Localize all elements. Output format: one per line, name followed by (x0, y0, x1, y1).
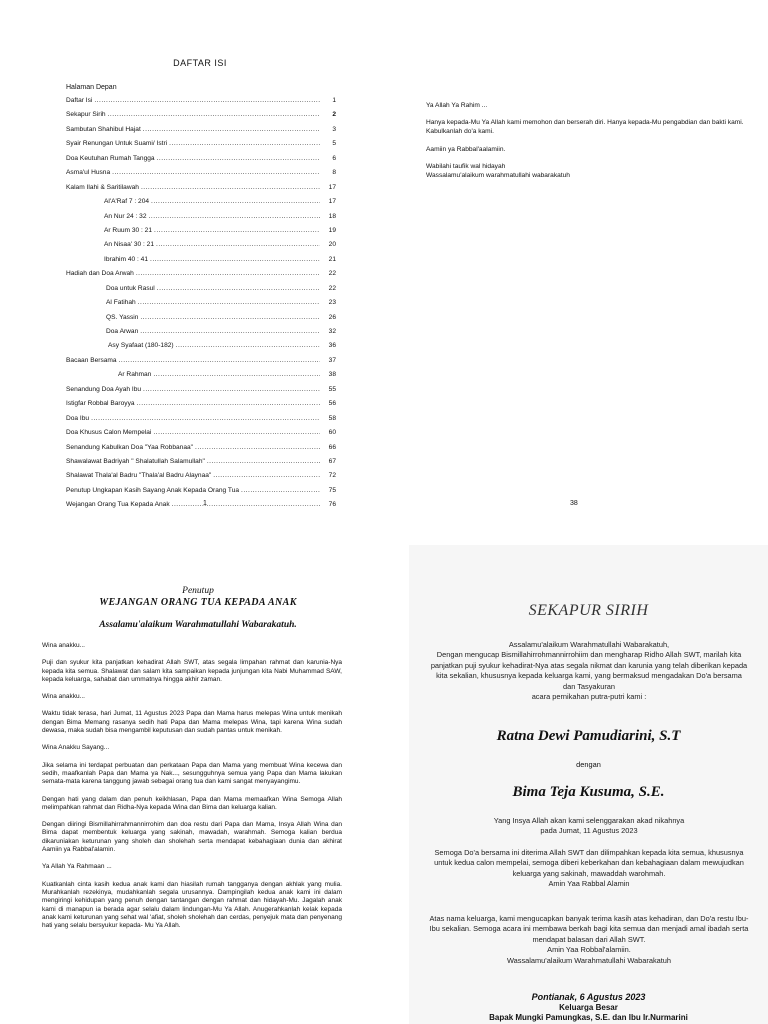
toc-entry-label: Al Fatihah (106, 299, 136, 307)
toc-title: DAFTAR ISI (173, 58, 227, 68)
penutup-paragraph: Wina Anakku Sayang... (42, 744, 110, 752)
family-label: Keluarga Besar (559, 1002, 618, 1012)
toc-entry-label: Sambutan Shahibul Hajat (66, 125, 141, 133)
toc-leader-dots (94, 97, 320, 104)
toc-entry-label: Doa Keutuhan Rumah Tangga (66, 154, 155, 162)
toc-entry-label: Doa Ibu (66, 414, 90, 422)
toc-entry-label: Hadiah dan Doa Arwah (66, 270, 134, 278)
toc-entry-page: 17 (328, 183, 336, 191)
penutup-paragraph: Dengan diiringi Bismillahirrahmannirrohim dan doa restu dari Papa dan Mama, Insya Allah Wina dan Bima dapat membentuk keluarga yang sakinah, mawadah, warahmah. Semoga kalian berdua dikaruniakan keturunan yang sholeh dan sholehah serta mendapat kebahagiaan dunia dan akhirat Aamiin ya Rabbal'alamin. (42, 821, 342, 854)
toc-entry-label: Ibrahim 40 : 41 (104, 255, 148, 263)
toc-row (66, 241, 336, 255)
toc-entry-page: 1 (332, 97, 336, 104)
toc-entry-page: 67 (328, 457, 336, 465)
toc-leader-dots (136, 270, 320, 277)
toc-entry-page: 36 (328, 342, 336, 350)
toc-leader-dots (157, 285, 320, 292)
toc-row (66, 458, 336, 472)
toc-row (66, 357, 336, 371)
toc-leader-dots (241, 487, 320, 494)
signature-block (409, 992, 768, 1024)
prayer-paragraph: Wabilahi taufik wal hidayah Wassalamu'alaikum warahmatullahi wabarakatuh (426, 162, 570, 180)
toc-leader-dots (207, 458, 320, 465)
toc-entry-label: Asma'ul Husna (66, 169, 111, 177)
toc-row (66, 126, 336, 140)
penutup-paragraph: Wina anakku... (42, 642, 85, 649)
toc-entry-page: 22 (328, 270, 336, 278)
toc-entry-label: Ar Rahman (118, 371, 152, 379)
toc-leader-dots (154, 227, 320, 234)
toc-row (66, 342, 336, 356)
toc-leader-dots (153, 371, 320, 378)
toc-row (66, 299, 336, 313)
prayer-text (426, 101, 746, 188)
toc-row (66, 400, 336, 414)
akad-text: Yang Insya Allah akan kami selenggarakan akad nikahnya pada Jumat, 11 Agustus 2023 (493, 816, 685, 836)
toc-leader-dots (149, 213, 320, 220)
bride-name: Ratna Dewi Pamudiarini, S.T (496, 728, 681, 744)
toc-entry-page: 5 (332, 140, 336, 148)
penutup-paragraph: Wina anakku... (42, 693, 85, 701)
toc-entry-page: 76 (328, 501, 336, 509)
toc-list (66, 97, 336, 516)
toc-leader-dots (157, 155, 320, 162)
toc-entry-label: Kalam Ilahi & Saritilawah (66, 183, 139, 191)
toc-entry-label: Penutup Ungkapan Kasih Sayang Anak Kepada Orang Tua (66, 486, 240, 494)
thanks-text: Atas nama keluarga, kami mengucapkan banyak terima kasih atas kehadiran, dan Do'a restu Ibu-Ibu sekalian. Semoga acara ini membawa berkah bagi kita semua dan menjadi amal ibadah serta mendapat balasan dari Allah SWT. Amin Yaa Robbal'alamiin. Wassalamu'alaikum Warahmatullahi Wabarakatuh (429, 914, 749, 965)
toc-row (66, 371, 336, 385)
toc-row (66, 155, 336, 169)
toc-row (66, 256, 336, 270)
toc-row (66, 270, 336, 284)
penutup-paragraph: Dengan hati yang dalam dan penuh keikhlasan, Papa dan Mama memaafkan Wina Semoga Allah melimpahkan rahmat dan Ridha-Nya kepada Wina dan Bima dan keluarga kalian. (42, 795, 342, 811)
toc-entry-page: 66 (328, 443, 336, 451)
toc-entry-label: Syair Renungan Untuk Suami/ Istri (66, 140, 168, 148)
toc-row (66, 97, 336, 111)
penutup-paragraph: Waktu tidak terasa, hari Jumat, 11 Agustus 2023 Papa dan Mama harus melepas Wina untuk menikah dengan Bima Memang rasanya sedih hati Papa dan Mama melepas Wina, tapi karena Wina sudah dewasa, maka sudah bisa mengambil keputusan dan sudah pantas untuk menikah. (42, 710, 342, 735)
toc-entry-label: Senandung Doa Ayah Ibu (66, 385, 142, 393)
toc-leader-dots (140, 328, 320, 335)
penutup-paragraph: Jika selama ini terdapat perbuatan dan perkataan Papa dan Mama yang membuat Wina kecewa dan sedih, maafkanlah Papa dan Mama ya Nak..., sesungguhnya semua yang Papa dan Mama lakukan semata-mata karena tanggung jawab sebagai orang tua dan kami sangat menyayangimu. (42, 761, 342, 786)
toc-row (66, 415, 336, 429)
toc-leader-dots (213, 472, 320, 479)
toc-entry-page: 56 (328, 400, 336, 408)
sekapur-sirih-page (409, 545, 768, 1024)
toc-entry-page: 75 (328, 486, 336, 494)
toc-entry-label: QS. Yassin (106, 313, 139, 321)
toc-entry-page: 2 (332, 111, 336, 119)
penutup-label: Penutup (182, 586, 214, 596)
toc-entry-page: 8 (332, 169, 336, 177)
toc-row (66, 111, 336, 125)
closing-prayer-page (384, 0, 768, 536)
toc-entry-label: Sekapur Sirih (66, 111, 106, 119)
toc-entry-page: 58 (328, 414, 336, 422)
toc-entry-label: An Nur 24 : 32 (104, 212, 147, 220)
toc-row (66, 227, 336, 241)
toc-row (66, 429, 336, 443)
dengan-text: dengan (576, 760, 601, 769)
toc-entry-page: 22 (328, 284, 336, 292)
toc-page (0, 0, 384, 536)
page-number: 1 (203, 500, 207, 507)
toc-entry-label: Senandung Kabulkan Doa "Yaa Robbanaa" (66, 443, 194, 451)
toc-entry-page: 38 (328, 371, 336, 379)
toc-entry-label: Asy Syafaat (180-182) (108, 342, 174, 350)
toc-leader-dots (150, 256, 320, 263)
toc-entry-label: Daftar Isi (66, 97, 93, 104)
toc-leader-dots (151, 198, 320, 205)
toc-entry-page: 20 (328, 241, 336, 249)
toc-entry-page: 6 (332, 154, 336, 162)
penutup-paragraph: Puji dan syukur kita panjatkan kehadirat Allah SWT, atas segala limpahan rahmat dan karunia-Nya kepada kita semua. Shalawat dan salam kita sampaikan kepada junjungan kita Nabi Muhammad SAW, kepada keluarga, sahabat dan ummatnya hingga akhir zaman. (42, 659, 342, 683)
toc-leader-dots (176, 342, 320, 349)
toc-entry-label: An Nisaa' 30 : 21 (104, 241, 155, 249)
toc-entry-page: 3 (332, 125, 336, 133)
toc-row (66, 198, 336, 212)
toc-entry-page: 72 (328, 472, 336, 480)
toc-entry-label: Shalawat Thala'al Badru "Thala'al Badru Alaynaa" (66, 472, 212, 480)
toc-row (66, 444, 336, 458)
parents-names: Bapak Mungki Pamungkas, S.E. dan Ibu Ir.Nurmarini (489, 1013, 688, 1022)
toc-entry-label: Istigfar Robbal Baroyya (66, 400, 135, 408)
toc-leader-dots (195, 444, 320, 451)
toc-leader-dots (143, 386, 320, 393)
toc-entry-page: 37 (328, 356, 336, 364)
page-number: 38 (570, 500, 578, 507)
toc-row (66, 501, 336, 515)
toc-row (66, 140, 336, 154)
toc-entry-page: 21 (328, 255, 336, 263)
toc-row (66, 213, 336, 227)
toc-leader-dots (169, 140, 320, 147)
toc-row (66, 386, 336, 400)
toc-leader-dots (137, 400, 320, 407)
toc-leader-dots (141, 184, 320, 191)
toc-leader-dots (108, 111, 320, 118)
toc-entry-label: Shawalawat Badriyah " Shalatullah Salamullah" (66, 457, 205, 465)
toc-leader-dots (156, 241, 320, 248)
toc-row (66, 314, 336, 328)
toc-entry-page: 32 (328, 328, 336, 335)
toc-heading: Halaman Depan (66, 84, 117, 91)
toc-leader-dots (138, 299, 320, 306)
toc-entry-label: Doa Khusus Calon Mempelai (66, 429, 152, 437)
toc-entry-page: 26 (328, 313, 336, 321)
toc-leader-dots (140, 314, 320, 321)
toc-entry-label: Ar Ruum 30 : 21 (104, 226, 153, 234)
toc-row (66, 487, 336, 501)
penutup-paragraph: Kuatkanlah cinta kasih kedua anak kami dan hiasilah rumah tangganya dengan akhlak yang mulia. Murahkanlah rezekinya, mudahkanlah segala urusannya. Dampingilah kedua anak kami ini dalam mengiringi kehidupan yang penuh dengan tantangan dengan rahmat dan hidayah-Mu. Jagalah anak kami di manapun ia berada agar selalu dalam lindungan-Mu Ya Allah. Anugerahkanlah kelak kepada anak kami keturunan yang sehat wal 'afiat, sholeh sholehah dan cerdas, penyejuk mata dan penyenang hati yang selalu bersyukur kepada- Mu Ya Allah. (42, 880, 342, 930)
penutup-heading: WEJANGAN ORANG TUA KEPADA ANAK (99, 597, 297, 608)
toc-entry-label: Wejangan Orang Tua Kepada Anak (66, 501, 170, 509)
groom-name: Bima Teja Kusuma, S.E. (512, 784, 665, 800)
doa-text: Semoga Do'a bersama ini diterima Allah SWT dan dilimpahkan kepada kita semua, khususnya untuk kedua calon mempelai, semoga diberi keberkahan dan kebahagiaan dalam mewujudkan keluarga yang sakinah, mawaddah warohmah. Amin Yaa Rabbal Alamin (434, 848, 744, 889)
toc-entry-page: 18 (328, 212, 336, 220)
toc-entry-page: 17 (328, 198, 336, 206)
penutup-body (42, 642, 342, 939)
penutup-title (0, 586, 396, 608)
toc-leader-dots (91, 415, 320, 422)
prayer-paragraph: Ya Allah Ya Rahim ... (426, 102, 488, 109)
penutup-page (0, 536, 396, 1024)
place-date: Pontianak, 6 Agustus 2023 (531, 992, 646, 1002)
sekapur-intro: Assalamu'alaikum Warahmatullahi Wabarakatuh, Dengan mengucap Bismillahirrohmannirrohiim dan mengharap Ridho Allah SWT, marilah kita panjatkan puji syukur kehadirat-Nya atas segala nikmat dan karunia yang telah diberikan kepada kita sekalian, khususnya kepada keluarga kami, yang bermaksud mengadakan Do'a bersama dan Tasyakuran acara pernikahan putra-putri kami : (430, 640, 748, 702)
toc-row (66, 184, 336, 198)
sekapur-title: SEKAPUR SIRIH (528, 602, 649, 619)
toc-entry-label: Doa Arwan (106, 328, 139, 335)
toc-leader-dots (143, 126, 320, 133)
toc-entry-label: Doa untuk Rasul (106, 284, 155, 292)
toc-row (66, 169, 336, 183)
prayer-paragraph: Aamiin ya Rabbal'aalamiin. (426, 145, 506, 153)
toc-entry-label: Bacaan Bersama (66, 356, 117, 364)
toc-entry-page: 60 (328, 429, 336, 437)
toc-leader-dots (172, 501, 320, 508)
toc-row (66, 285, 336, 299)
toc-entry-page: 23 (328, 299, 336, 307)
toc-entry-page: 19 (328, 226, 336, 234)
toc-entry-label: Al'A'Raf 7 : 204 (104, 198, 150, 206)
penutup-salam: Assalamu'alaikum Warahmatullahi Wabarakatuh. (99, 620, 297, 630)
penutup-paragraph: Ya Allah Ya Rahmaan ... (42, 863, 112, 871)
toc-entry-page: 55 (328, 385, 336, 393)
toc-leader-dots (119, 357, 320, 364)
toc-leader-dots (112, 169, 320, 176)
toc-row (66, 328, 336, 342)
prayer-paragraph: Hanya kepada-Mu Ya Allah kami memohon dan berserah diri. Hanya kepada-Mu pengabdian dan bakti kami. Kabulkanlah do'a kami. (426, 119, 744, 136)
toc-leader-dots (153, 429, 320, 436)
toc-row (66, 472, 336, 486)
